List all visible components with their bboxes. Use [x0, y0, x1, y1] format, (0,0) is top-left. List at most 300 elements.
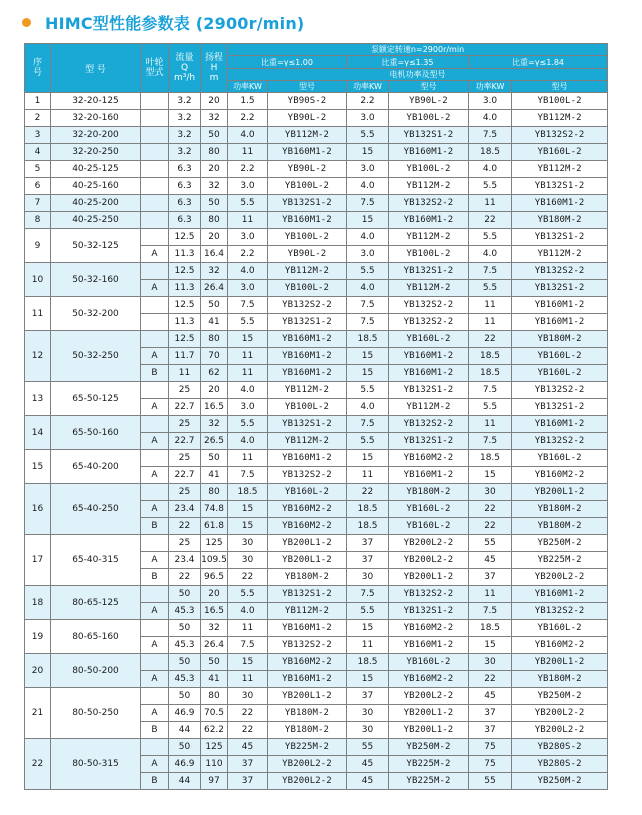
flow-cell: 46.9: [169, 705, 201, 722]
motor-model-3-cell: YB160M1-2: [512, 297, 608, 314]
power-1-cell: 22: [228, 705, 268, 722]
motor-model-2-cell: YB200L2-2: [389, 535, 469, 552]
motor-model-1-cell: YB90L-2: [268, 246, 347, 263]
motor-model-1-cell: YB100L-2: [268, 280, 347, 297]
motor-model-2-cell: YB112M-2: [389, 178, 469, 195]
power-3-cell: 7.5: [469, 382, 512, 399]
motor-model-1-cell: YB160L-2: [268, 484, 347, 501]
impeller-type-cell: [141, 688, 169, 705]
head-cell: 62: [201, 365, 228, 382]
motor-model-3-cell: YB200L1-2: [512, 484, 608, 501]
motor-model-3-cell: YB132S2-2: [512, 382, 608, 399]
motor-model-1-cell: YB90L-2: [268, 110, 347, 127]
power-3-cell: 11: [469, 586, 512, 603]
power-3-cell: 11: [469, 297, 512, 314]
header-model-3: 型号: [512, 81, 608, 93]
table-row: [25, 586, 608, 603]
head-cell: 80: [201, 144, 228, 161]
header-seq-line2: 号: [32, 68, 42, 78]
seq-cell: 4: [25, 144, 51, 161]
flow-cell: 50: [169, 620, 201, 637]
header-flow-line1: 流量: [175, 53, 194, 63]
pump-model-cell: 80-65-125: [51, 586, 141, 620]
table-row: [25, 739, 608, 756]
flow-cell: 3.2: [169, 110, 201, 127]
head-cell: 50: [201, 450, 228, 467]
motor-model-3-cell: YB160M1-2: [512, 195, 608, 212]
motor-model-2-cell: YB225M-2: [389, 756, 469, 773]
seq-cell: 21: [25, 688, 51, 739]
motor-model-3-cell: YB160L-2: [512, 620, 608, 637]
power-1-cell: 4.0: [228, 382, 268, 399]
power-3-cell: 4.0: [469, 161, 512, 178]
pump-model-cell: 80-50-250: [51, 688, 141, 739]
header-flow-line2: Q: [180, 63, 189, 73]
head-cell: 20: [201, 161, 228, 178]
power-2-cell: 30: [347, 569, 389, 586]
motor-model-2-cell: YB160M1-2: [389, 212, 469, 229]
power-1-cell: 11: [228, 212, 268, 229]
seq-cell: 17: [25, 535, 51, 586]
power-1-cell: 5.5: [228, 586, 268, 603]
motor-model-2-cell: YB132S2-2: [389, 195, 469, 212]
motor-model-3-cell: YB200L1-2: [512, 654, 608, 671]
head-cell: 26.4: [201, 280, 228, 297]
motor-model-1-cell: YB160M1-2: [268, 620, 347, 637]
motor-model-2-cell: YB132S2-2: [389, 416, 469, 433]
pump-model-cell: 40-25-250: [51, 212, 141, 229]
impeller-type-cell: B: [141, 569, 169, 586]
pump-model-cell: 65-40-250: [51, 484, 141, 535]
power-1-cell: 7.5: [228, 467, 268, 484]
power-1-cell: 18.5: [228, 484, 268, 501]
motor-model-3-cell: YB160M1-2: [512, 416, 608, 433]
motor-model-1-cell: YB200L1-2: [268, 552, 347, 569]
power-1-cell: 4.0: [228, 603, 268, 620]
motor-model-2-cell: YB225M-2: [389, 773, 469, 790]
power-2-cell: 18.5: [347, 501, 389, 518]
flow-cell: 50: [169, 654, 201, 671]
motor-model-1-cell: YB160M1-2: [268, 348, 347, 365]
flow-cell: 45.3: [169, 637, 201, 654]
power-2-cell: 18.5: [347, 518, 389, 535]
flow-cell: 46.9: [169, 756, 201, 773]
motor-model-1-cell: YB180M-2: [268, 569, 347, 586]
power-3-cell: 3.0: [469, 93, 512, 110]
flow-cell: 44: [169, 773, 201, 790]
header-head: [201, 44, 228, 93]
power-1-cell: 4.0: [228, 263, 268, 280]
impeller-type-cell: [141, 110, 169, 127]
power-1-cell: 37: [228, 756, 268, 773]
power-3-cell: 11: [469, 195, 512, 212]
motor-model-1-cell: YB132S1-2: [268, 314, 347, 331]
page-title: [22, 8, 304, 36]
motor-model-1-cell: YB112M-2: [268, 603, 347, 620]
performance-table: [24, 43, 608, 790]
power-2-cell: 7.5: [347, 416, 389, 433]
seq-cell: 13: [25, 382, 51, 416]
head-cell: 50: [201, 654, 228, 671]
motor-model-1-cell: YB160M2-2: [268, 654, 347, 671]
impeller-type-cell: [141, 229, 169, 246]
seq-cell: 6: [25, 178, 51, 195]
impeller-type-cell: [141, 195, 169, 212]
flow-cell: 22.7: [169, 467, 201, 484]
motor-model-1-cell: YB160M1-2: [268, 144, 347, 161]
header-model-2: 型号: [389, 81, 469, 93]
impeller-type-cell: [141, 620, 169, 637]
power-3-cell: 15: [469, 467, 512, 484]
power-2-cell: 37: [347, 688, 389, 705]
pump-model-cell: 65-40-315: [51, 535, 141, 586]
motor-model-1-cell: YB160M2-2: [268, 501, 347, 518]
motor-model-2-cell: YB112M-2: [389, 229, 469, 246]
flow-cell: 22.7: [169, 433, 201, 450]
table-row: [25, 416, 608, 433]
head-cell: 32: [201, 416, 228, 433]
impeller-type-cell: A: [141, 756, 169, 773]
motor-model-3-cell: YB160L-2: [512, 365, 608, 382]
power-2-cell: 18.5: [347, 331, 389, 348]
flow-cell: 6.3: [169, 161, 201, 178]
power-2-cell: 2.2: [347, 93, 389, 110]
flow-cell: 6.3: [169, 212, 201, 229]
motor-model-3-cell: YB160L-2: [512, 450, 608, 467]
impeller-type-cell: [141, 416, 169, 433]
head-cell: 80: [201, 331, 228, 348]
pump-model-cell: 50-32-160: [51, 263, 141, 297]
power-3-cell: 11: [469, 416, 512, 433]
table-row: [25, 144, 608, 161]
motor-model-3-cell: YB160M2-2: [512, 637, 608, 654]
header-motor-group: 电机功率及型号: [228, 69, 608, 81]
motor-model-3-cell: YB160M1-2: [512, 314, 608, 331]
motor-model-2-cell: YB160M1-2: [389, 637, 469, 654]
header-model: 型 号: [51, 44, 141, 93]
head-cell: 50: [201, 127, 228, 144]
motor-model-3-cell: YB132S1-2: [512, 280, 608, 297]
motor-model-3-cell: YB132S1-2: [512, 229, 608, 246]
power-2-cell: 7.5: [347, 314, 389, 331]
header-flow: [169, 44, 201, 93]
pump-model-cell: 80-65-160: [51, 620, 141, 654]
head-cell: 41: [201, 467, 228, 484]
header-density-3: 比重=γ≤1.84: [469, 56, 608, 69]
power-3-cell: 5.5: [469, 229, 512, 246]
power-2-cell: 37: [347, 535, 389, 552]
impeller-type-cell: [141, 586, 169, 603]
motor-model-1-cell: YB200L2-2: [268, 756, 347, 773]
power-3-cell: 37: [469, 569, 512, 586]
motor-model-1-cell: YB200L2-2: [268, 773, 347, 790]
impeller-type-cell: [141, 314, 169, 331]
seq-cell: 10: [25, 263, 51, 297]
motor-model-1-cell: YB132S2-2: [268, 637, 347, 654]
head-cell: 20: [201, 93, 228, 110]
pump-model-cell: 50-32-250: [51, 331, 141, 382]
power-2-cell: 3.0: [347, 161, 389, 178]
motor-model-2-cell: YB132S2-2: [389, 586, 469, 603]
motor-model-2-cell: YB160M1-2: [389, 467, 469, 484]
head-cell: 32: [201, 620, 228, 637]
motor-model-1-cell: YB132S1-2: [268, 195, 347, 212]
bullet-dot-icon: [22, 18, 31, 27]
impeller-type-cell: [141, 93, 169, 110]
power-1-cell: 11: [228, 144, 268, 161]
motor-model-1-cell: YB160M1-2: [268, 450, 347, 467]
header-model-1: 型号: [268, 81, 347, 93]
header-impeller-line1: 叶轮: [145, 58, 164, 68]
power-3-cell: 22: [469, 518, 512, 535]
power-3-cell: 18.5: [469, 450, 512, 467]
flow-cell: 6.3: [169, 195, 201, 212]
motor-model-3-cell: YB132S2-2: [512, 433, 608, 450]
table-row: [25, 93, 608, 110]
seq-cell: 14: [25, 416, 51, 450]
head-cell: 80: [201, 484, 228, 501]
motor-model-2-cell: YB160M1-2: [389, 348, 469, 365]
impeller-type-cell: B: [141, 722, 169, 739]
motor-model-1-cell: YB90L-2: [268, 161, 347, 178]
header-head-line3: m: [209, 73, 219, 83]
power-3-cell: 37: [469, 705, 512, 722]
power-1-cell: 11: [228, 450, 268, 467]
motor-model-2-cell: YB90L-2: [389, 93, 469, 110]
motor-model-2-cell: YB200L1-2: [389, 722, 469, 739]
motor-model-1-cell: YB200L1-2: [268, 688, 347, 705]
power-3-cell: 75: [469, 756, 512, 773]
motor-model-2-cell: YB160M2-2: [389, 620, 469, 637]
table-row: [25, 110, 608, 127]
motor-model-2-cell: YB180M-2: [389, 484, 469, 501]
power-1-cell: 5.5: [228, 314, 268, 331]
head-cell: 16.4: [201, 246, 228, 263]
motor-model-3-cell: YB180M-2: [512, 331, 608, 348]
pump-model-cell: 65-40-200: [51, 450, 141, 484]
power-2-cell: 15: [347, 671, 389, 688]
power-2-cell: 5.5: [347, 382, 389, 399]
flow-cell: 12.5: [169, 297, 201, 314]
motor-model-2-cell: YB250M-2: [389, 739, 469, 756]
flow-cell: 50: [169, 688, 201, 705]
motor-model-3-cell: YB180M-2: [512, 518, 608, 535]
pump-model-cell: 32-20-125: [51, 93, 141, 110]
power-2-cell: 11: [347, 467, 389, 484]
power-1-cell: 15: [228, 501, 268, 518]
motor-model-2-cell: YB160L-2: [389, 518, 469, 535]
table-row: [25, 229, 608, 246]
motor-model-2-cell: YB160L-2: [389, 331, 469, 348]
table-row: [25, 484, 608, 501]
power-3-cell: 18.5: [469, 144, 512, 161]
flow-cell: 25: [169, 535, 201, 552]
seq-cell: 20: [25, 654, 51, 688]
seq-cell: 19: [25, 620, 51, 654]
pump-model-cell: 40-25-160: [51, 178, 141, 195]
power-3-cell: 7.5: [469, 263, 512, 280]
power-3-cell: 30: [469, 484, 512, 501]
seq-cell: 15: [25, 450, 51, 484]
pump-model-cell: 40-25-125: [51, 161, 141, 178]
flow-cell: 25: [169, 382, 201, 399]
power-1-cell: 15: [228, 331, 268, 348]
motor-model-3-cell: YB132S2-2: [512, 127, 608, 144]
motor-model-2-cell: YB160M1-2: [389, 365, 469, 382]
power-2-cell: 15: [347, 144, 389, 161]
table-row: [25, 178, 608, 195]
power-2-cell: 30: [347, 705, 389, 722]
power-2-cell: 3.0: [347, 110, 389, 127]
table-header: [25, 44, 608, 93]
flow-cell: 45.3: [169, 603, 201, 620]
impeller-type-cell: B: [141, 365, 169, 382]
flow-cell: 11.3: [169, 246, 201, 263]
flow-cell: 25: [169, 484, 201, 501]
power-1-cell: 4.0: [228, 127, 268, 144]
motor-model-1-cell: YB112M-2: [268, 127, 347, 144]
power-3-cell: 5.5: [469, 399, 512, 416]
motor-model-1-cell: YB112M-2: [268, 263, 347, 280]
impeller-type-cell: [141, 450, 169, 467]
motor-model-2-cell: YB132S1-2: [389, 603, 469, 620]
motor-model-2-cell: YB160M2-2: [389, 671, 469, 688]
power-1-cell: 30: [228, 688, 268, 705]
impeller-type-cell: [141, 263, 169, 280]
header-impeller: [141, 44, 169, 93]
motor-model-3-cell: YB250M-2: [512, 773, 608, 790]
motor-model-3-cell: YB280S-2: [512, 739, 608, 756]
motor-model-3-cell: YB112M-2: [512, 246, 608, 263]
motor-model-2-cell: YB160M1-2: [389, 144, 469, 161]
title-text: HIMC型性能参数表 (2900r/min): [45, 13, 305, 33]
impeller-type-cell: A: [141, 280, 169, 297]
power-2-cell: 45: [347, 773, 389, 790]
power-3-cell: 5.5: [469, 280, 512, 297]
motor-model-3-cell: YB180M-2: [512, 501, 608, 518]
header-head-line1: 扬程: [204, 53, 223, 63]
motor-model-1-cell: YB132S1-2: [268, 586, 347, 603]
impeller-type-cell: [141, 212, 169, 229]
head-cell: 74.8: [201, 501, 228, 518]
motor-model-3-cell: YB160M2-2: [512, 467, 608, 484]
head-cell: 125: [201, 739, 228, 756]
motor-model-2-cell: YB132S1-2: [389, 433, 469, 450]
motor-model-1-cell: YB132S2-2: [268, 467, 347, 484]
power-2-cell: 15: [347, 365, 389, 382]
power-1-cell: 22: [228, 722, 268, 739]
power-2-cell: 15: [347, 212, 389, 229]
power-1-cell: 15: [228, 518, 268, 535]
power-3-cell: 7.5: [469, 127, 512, 144]
power-1-cell: 2.2: [228, 110, 268, 127]
flow-cell: 6.3: [169, 178, 201, 195]
power-2-cell: 7.5: [347, 195, 389, 212]
pump-model-cell: 80-50-200: [51, 654, 141, 688]
motor-model-1-cell: YB160M1-2: [268, 671, 347, 688]
power-2-cell: 55: [347, 739, 389, 756]
power-3-cell: 45: [469, 688, 512, 705]
motor-model-1-cell: YB180M-2: [268, 705, 347, 722]
flow-cell: 25: [169, 416, 201, 433]
flow-cell: 23.4: [169, 501, 201, 518]
impeller-type-cell: A: [141, 603, 169, 620]
motor-model-3-cell: YB132S2-2: [512, 263, 608, 280]
flow-cell: 25: [169, 450, 201, 467]
power-1-cell: 11: [228, 348, 268, 365]
power-2-cell: 4.0: [347, 399, 389, 416]
impeller-type-cell: [141, 484, 169, 501]
power-2-cell: 15: [347, 348, 389, 365]
head-cell: 70.5: [201, 705, 228, 722]
motor-model-2-cell: YB112M-2: [389, 399, 469, 416]
motor-model-3-cell: YB280S-2: [512, 756, 608, 773]
pump-model-cell: 32-20-160: [51, 110, 141, 127]
power-2-cell: 5.5: [347, 603, 389, 620]
flow-cell: 11.7: [169, 348, 201, 365]
motor-model-1-cell: YB160M1-2: [268, 331, 347, 348]
seq-cell: 3: [25, 127, 51, 144]
table-body: [25, 93, 608, 790]
impeller-type-cell: [141, 161, 169, 178]
power-1-cell: 5.5: [228, 195, 268, 212]
flow-cell: 23.4: [169, 552, 201, 569]
table-row: [25, 450, 608, 467]
power-1-cell: 2.2: [228, 161, 268, 178]
motor-model-1-cell: YB90S-2: [268, 93, 347, 110]
flow-cell: 22: [169, 569, 201, 586]
table-row: [25, 688, 608, 705]
power-1-cell: 22: [228, 569, 268, 586]
power-2-cell: 45: [347, 756, 389, 773]
motor-model-2-cell: YB132S1-2: [389, 263, 469, 280]
seq-cell: 18: [25, 586, 51, 620]
power-3-cell: 22: [469, 501, 512, 518]
motor-model-1-cell: YB160M2-2: [268, 518, 347, 535]
head-cell: 110: [201, 756, 228, 773]
header-power-2: 功率KW: [347, 81, 389, 93]
header-head-line2: H: [210, 63, 218, 73]
impeller-type-cell: A: [141, 399, 169, 416]
impeller-type-cell: A: [141, 552, 169, 569]
head-cell: 20: [201, 229, 228, 246]
power-1-cell: 11: [228, 671, 268, 688]
pump-model-cell: 65-50-125: [51, 382, 141, 416]
motor-model-3-cell: YB200L2-2: [512, 569, 608, 586]
motor-model-1-cell: YB160M1-2: [268, 365, 347, 382]
power-2-cell: 15: [347, 450, 389, 467]
motor-model-3-cell: YB180M-2: [512, 212, 608, 229]
header-density-2: 比重=γ≤1.35: [347, 56, 469, 69]
power-2-cell: 5.5: [347, 263, 389, 280]
motor-model-1-cell: YB180M-2: [268, 722, 347, 739]
power-1-cell: 15: [228, 654, 268, 671]
flow-cell: 11.3: [169, 314, 201, 331]
power-1-cell: 3.0: [228, 178, 268, 195]
motor-model-2-cell: YB100L-2: [389, 110, 469, 127]
power-3-cell: 7.5: [469, 603, 512, 620]
head-cell: 96.5: [201, 569, 228, 586]
head-cell: 20: [201, 382, 228, 399]
impeller-type-cell: B: [141, 518, 169, 535]
flow-cell: 50: [169, 739, 201, 756]
motor-model-3-cell: YB250M-2: [512, 535, 608, 552]
power-2-cell: 15: [347, 620, 389, 637]
table-row: [25, 535, 608, 552]
flow-cell: 50: [169, 586, 201, 603]
motor-model-3-cell: YB132S1-2: [512, 178, 608, 195]
motor-model-3-cell: YB200L2-2: [512, 722, 608, 739]
